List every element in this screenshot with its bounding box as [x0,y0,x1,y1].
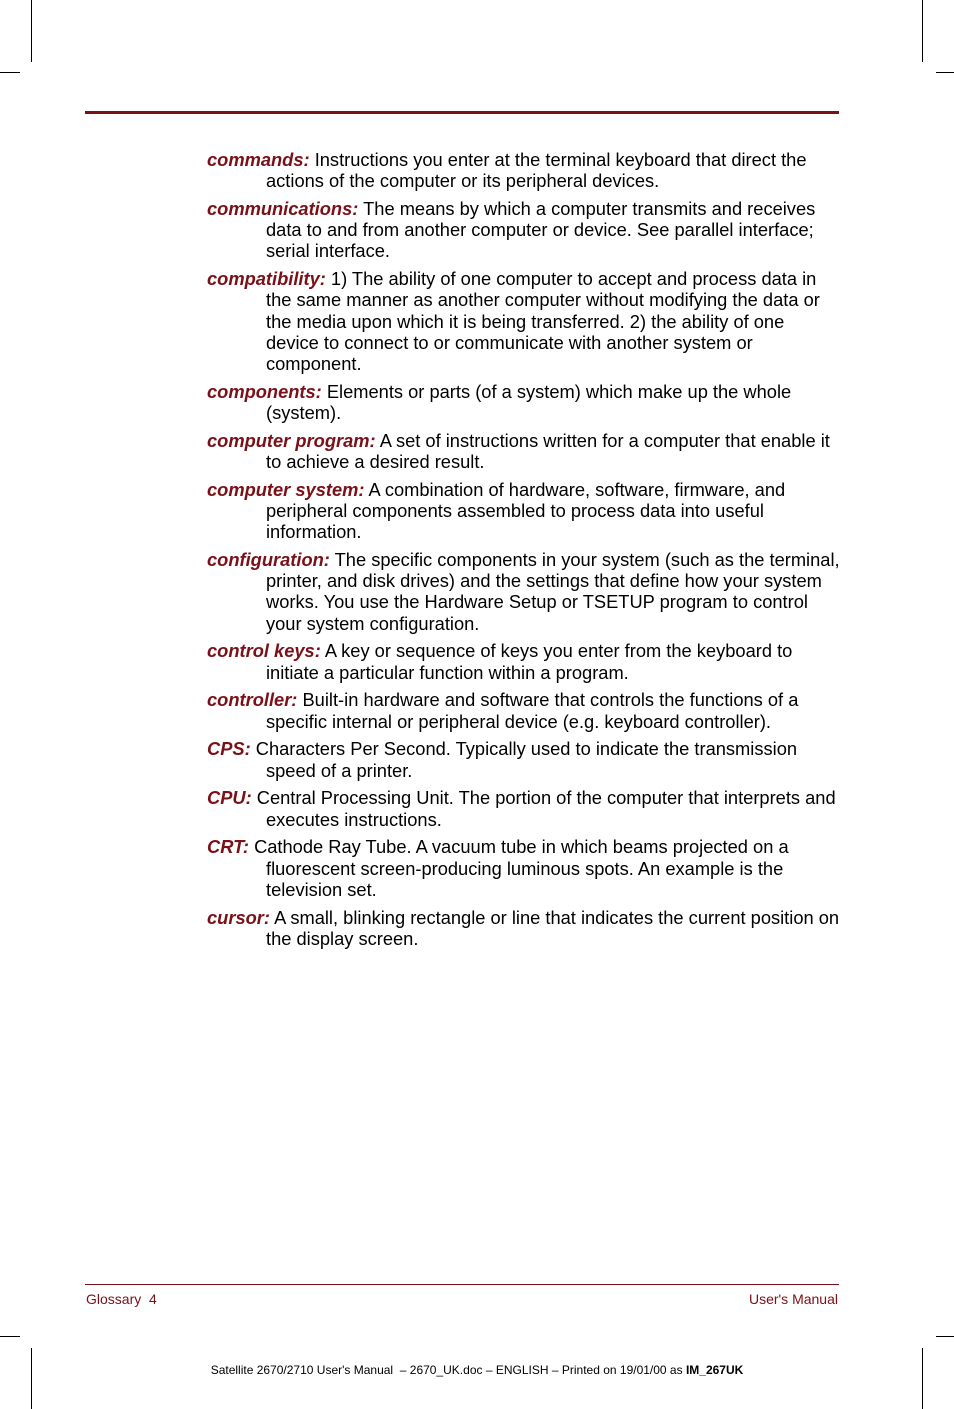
glossary-definition: A set of instructions written for a computer that enable it to achieve a desired result. [266,429,830,473]
glossary-entry [207,479,842,543]
glossary-entry [207,149,842,191]
glossary-term: cursor: [207,906,270,928]
crop-mark [922,0,923,62]
glossary-definition: 1) The ability of one computer to accept and process data in the same manner as another computer without modifying the data or the media upon which it is being transferred. 2) the ability of one device to connect to or communicate with another system or component. [266,268,820,375]
glossary-entry [207,381,842,423]
glossary-definition: A small, blinking rectangle or line that indicates the current position on the display screen. [266,906,840,949]
glossary-definition: Characters Per Second. Typically used to indicate the transmission speed of a printer. [250,738,798,781]
footer-page-label: Glossary 4 [86,1291,157,1307]
header-rule [85,111,839,114]
crop-mark [936,1336,954,1337]
footer-manual-label: User's Manual [748,1291,838,1307]
print-info-code: IM_267UK [685,1363,744,1377]
glossary-definition: Central Processing Unit. The portion of the computer that interprets and executes instructions. [251,787,836,830]
crop-mark [31,0,32,62]
glossary-list [207,149,842,956]
glossary-term: CPU: [207,787,252,809]
glossary-definition: A combination of hardware, software, firmware, and peripheral components assembled to process data into useful information. [266,478,786,543]
glossary-term: configuration: [207,549,330,571]
glossary-term: computer program: [207,429,376,451]
glossary-term: controller: [207,689,298,711]
glossary-entry [207,689,842,731]
crop-mark [0,1336,20,1337]
glossary-entry [207,268,842,374]
glossary-term: CRT: [207,836,249,858]
print-info-text: Satellite 2670/2710 User's Manual – 2670_UK.doc – ENGLISH – Printed on 19/01/00 as [210,1363,686,1377]
glossary-entry [207,787,842,829]
glossary-entry [207,549,842,634]
print-info [0,1363,954,1377]
glossary-term: control keys: [207,640,321,662]
glossary-definition: Built-in hardware and software that controls the functions of a specific internal or peripheral device (e.g. keyboard controller). [266,689,799,732]
glossary-definition: The means by which a computer transmits and receives data to and from another computer or device. See parallel interface; serial interface. [266,198,816,262]
glossary-definition: Cathode Ray Tube. A vacuum tube in which beams projected on a fluorescent screen-producing luminous spots. An example is the television set. [248,836,789,900]
glossary-entry [207,430,842,472]
crop-mark [922,1348,923,1409]
glossary-entry [207,198,842,262]
crop-mark [0,72,20,73]
glossary-term: CPS: [207,738,251,760]
footer-rule [85,1284,839,1285]
glossary-entry [207,907,842,949]
crop-mark [936,72,954,73]
glossary-definition: Instructions you enter at the terminal keyboard that direct the actions of the computer or its peripheral devices. [266,149,807,192]
crop-mark [31,1348,32,1409]
glossary-entry [207,640,842,682]
glossary-term: commands: [207,149,310,170]
glossary-term: communications: [207,198,359,219]
glossary-entry [207,836,842,900]
glossary-term: compatibility: [207,268,326,290]
glossary-definition: The specific components in your system (such as the terminal, printer, and disk drives) and the settings that define how your system works. You use the Hardware Setup or TSETUP program to control your system configuration. [266,549,840,634]
glossary-definition: A key or sequence of keys you enter from the keyboard to initiate a particular function within a program. [266,640,793,683]
glossary-entry [207,738,842,780]
glossary-term: components: [207,380,322,402]
glossary-term: computer system: [207,478,365,500]
glossary-definition: Elements or parts (of a system) which make up the whole (system). [266,380,792,424]
